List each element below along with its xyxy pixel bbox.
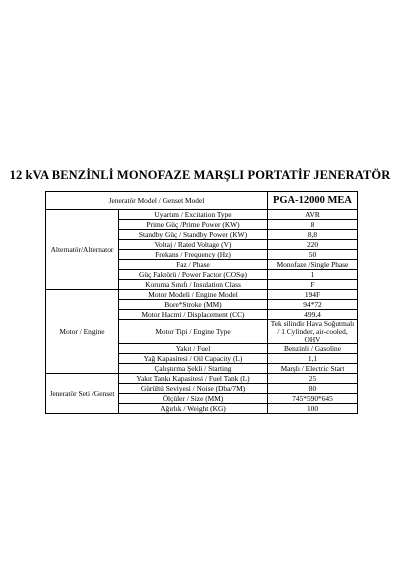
param-value: Tek silindir Hava Soğutmalı / 1 Cylinder, air-cooled, OHV [268,320,358,344]
genset-model-name: PGA-12000 MEA [268,192,358,210]
param-value: 499,4 [268,310,358,320]
param-value: 8 [268,220,358,230]
param-value: 1 [268,270,358,280]
param-label: Voltaj / Rated Voltage (V) [119,240,268,250]
param-label: Yakıt Tankı Kapasitesi / Fuel Tank (L) [119,374,268,384]
param-label: Bore*Stroke (MM) [119,300,268,310]
param-label: Yakıt / Fuel [119,344,268,354]
param-value: 745*590*645 [268,394,358,404]
param-value: 80 [268,384,358,394]
param-label: Standby Güç / Standby Power (KW) [119,230,268,240]
param-value: 194F [268,290,358,300]
param-label: Çalıştırma Şekli / Starting [119,364,268,374]
param-label: Motor Tipi / Engine Type [119,320,268,344]
document-title: 12 kVA BENZİNLİ MONOFAZE MARŞLI PORTATİF JENERATÖR [9,168,391,182]
param-label: Ağırlık / Weight (KG) [119,404,268,414]
param-value: 50 [268,250,358,260]
param-value: Monofaze /Single Phase [268,260,358,270]
param-value: 1,1 [268,354,358,364]
group-genset: Jeneratör Seti /Genset [46,374,119,414]
group-alternator: Alternatör/Alternator [46,210,119,290]
param-label: Güç Faktörü / Power Factor (COSφ) [119,270,268,280]
param-label: Motor Hacmi / Displacement (CC) [119,310,268,320]
param-value: 25 [268,374,358,384]
param-value: 100 [268,404,358,414]
param-value: F [268,280,358,290]
table-header-row [46,192,358,210]
param-label: Motor Modeli / Engine Model [119,290,268,300]
param-label: Gürültü Seviyesi / Noise (Dba/7M) [119,384,268,394]
genset-model-label: Jeneratör Model / Genset Model [46,192,268,210]
table-row [46,210,358,220]
param-value: 94*72 [268,300,358,310]
param-label: Faz / Phase [119,260,268,270]
param-label: Uyartım / Excitation Type [119,210,268,220]
param-value: Benzinli / Gasoline [268,344,358,354]
param-value: 220 [268,240,358,250]
param-label: Prime Güç /Prime Power (KW) [119,220,268,230]
param-value: Marşlı / Electric Start [268,364,358,374]
param-label: Frekans / Frequency (Hz) [119,250,268,260]
param-value: 8,8 [268,230,358,240]
table-row [46,374,358,384]
spec-table [45,191,358,414]
param-label: Yağ Kapasitesi / Oil Capacity (L) [119,354,268,364]
group-engine: Motor / Engine [46,290,119,374]
param-value: AVR [268,210,358,220]
param-label: Ölçüler / Size (MM) [119,394,268,404]
param-label: Koruma Sınıfı / Insulation Class [119,280,268,290]
table-row [46,290,358,300]
